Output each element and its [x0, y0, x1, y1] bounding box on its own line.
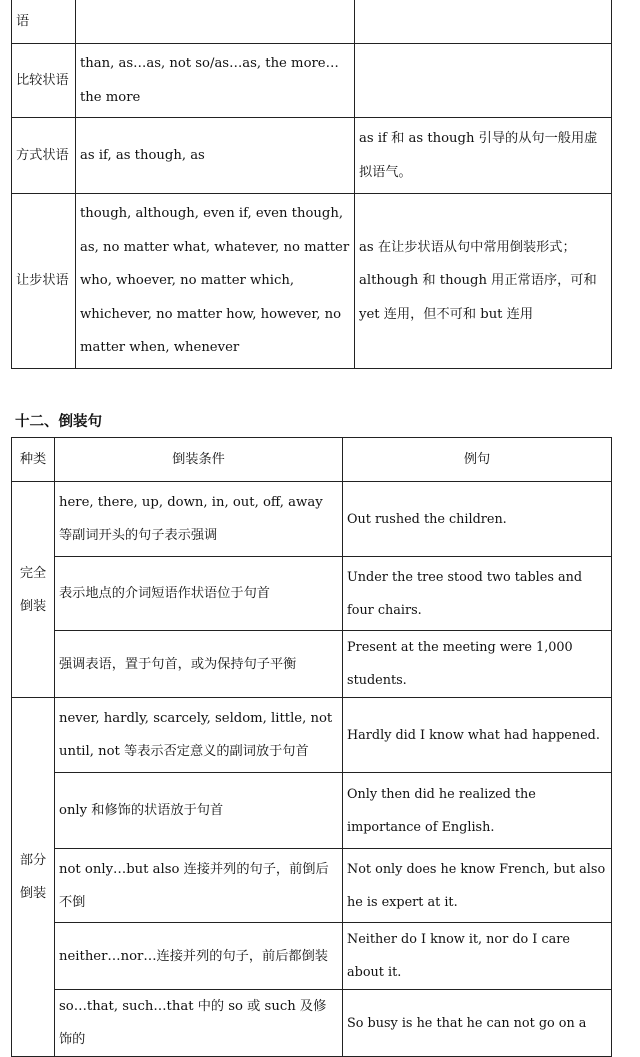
condition-cell: here, there, up, down, in, out, off, away 等副词开头的句子表示强调 — [55, 482, 343, 557]
condition-cell: 强调表语，置于句首，或为保持句子平衡 — [55, 631, 343, 698]
header-condition: 倒装条件 — [55, 438, 343, 482]
notes-cell: as if 和 as though 引导的从句一般用虚拟语气。 — [355, 118, 612, 194]
example-cell: So busy is he that he can not go on a — [343, 990, 612, 1057]
clause-type-cell: 方式状语 — [12, 118, 76, 194]
example-cell: Under the tree stood two tables and four chairs. — [343, 557, 612, 631]
inversion-table — [11, 437, 612, 1057]
condition-cell: never, hardly, scarcely, seldom, little, not until, not 等表示否定意义的副词放于句首 — [55, 698, 343, 773]
conjunctions-cell: as if, as though, as — [76, 118, 355, 194]
conjunctions-cell: than, as…as, not so/as…as, the more…the more — [76, 44, 355, 118]
table-row — [12, 557, 612, 631]
table-row — [12, 990, 612, 1057]
condition-cell: not only…but also 连接并列的句子，前倒后不倒 — [55, 849, 343, 923]
partial-inversion-label: 部分倒装 — [12, 698, 55, 1057]
condition-cell: 表示地点的介词短语作状语位于句首 — [55, 557, 343, 631]
table-row — [12, 631, 612, 698]
header-type: 种类 — [12, 438, 55, 482]
notes-cell — [355, 0, 612, 44]
table-row — [12, 849, 612, 923]
table-row — [12, 482, 612, 557]
table-row — [12, 773, 612, 849]
table-header-row — [12, 438, 612, 482]
table-row — [12, 44, 612, 118]
condition-cell: so…that, such…that 中的 so 或 such 及修饰的 — [55, 990, 343, 1057]
header-example: 例句 — [343, 438, 612, 482]
adverbial-clause-table — [11, 0, 612, 369]
example-cell: Hardly did I know what had happened. — [343, 698, 612, 773]
example-cell: Present at the meeting were 1,000 students. — [343, 631, 612, 698]
conjunctions-cell — [76, 0, 355, 44]
example-cell: Out rushed the children. — [343, 482, 612, 557]
notes-cell — [355, 44, 612, 118]
table-row — [12, 118, 612, 194]
clause-type-cell: 比较状语 — [12, 44, 76, 118]
notes-cell: as 在让步状语从句中常用倒装形式；although 和 though 用正常语序，可和 yet 连用，但不可和 but 连用 — [355, 194, 612, 369]
condition-cell: neither…nor…连接并列的句子，前后都倒装 — [55, 923, 343, 990]
clause-type-cell: 语 — [12, 0, 76, 44]
conjunctions-cell: though, although, even if, even though, as, no matter what, whatever, no matter who, whoever, no matter which, whichever, no matter how, however, no matter when, whenever — [76, 194, 355, 369]
table-row — [12, 923, 612, 990]
example-cell: Neither do I know it, nor do I care about it. — [343, 923, 612, 990]
clause-type-cell: 让步状语 — [12, 194, 76, 369]
example-cell: Not only does he know French, but also he is expert at it. — [343, 849, 612, 923]
section-heading: 十二、倒装句 — [15, 414, 102, 430]
table-row — [12, 0, 612, 44]
full-inversion-label: 完全倒装 — [12, 482, 55, 698]
condition-cell: only 和修饰的状语放于句首 — [55, 773, 343, 849]
example-cell: Only then did he realized the importance of English. — [343, 773, 612, 849]
table-row — [12, 698, 612, 773]
table-row — [12, 194, 612, 369]
